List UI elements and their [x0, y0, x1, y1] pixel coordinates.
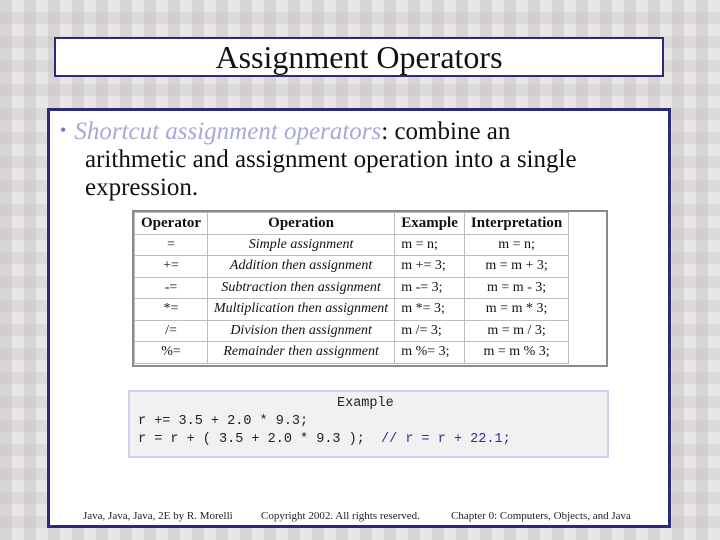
cell-operation: Addition then assignment — [207, 256, 394, 278]
cell-operation: Division then assignment — [207, 320, 394, 342]
cell-example: m %= 3; — [395, 342, 465, 364]
slide-content — [47, 108, 671, 528]
table-header-row — [135, 213, 569, 235]
header-operation: Operation — [207, 213, 394, 235]
cell-operation: Simple assignment — [207, 234, 394, 256]
bullet-dot-icon: • — [60, 120, 67, 140]
cell-operation: Multiplication then assignment — [207, 299, 394, 321]
table-row — [135, 256, 569, 278]
slide-title-text: Assignment Operators — [215, 38, 503, 75]
code-line-1: r += 3.5 + 2.0 * 9.3; — [138, 414, 309, 429]
code-line-2-comment: // r = r + 22.1; — [381, 432, 511, 447]
cell-interpretation: m = m + 3; — [464, 256, 568, 278]
table-row — [135, 234, 569, 256]
code-example-box — [128, 390, 609, 458]
cell-operator: = — [135, 234, 208, 256]
table-row — [135, 320, 569, 342]
cell-example: m -= 3; — [395, 277, 465, 299]
cell-operation: Subtraction then assignment — [207, 277, 394, 299]
cell-interpretation: m = n; — [464, 234, 568, 256]
header-example: Example — [395, 213, 465, 235]
cell-example: m = n; — [395, 234, 465, 256]
bullet-term: Shortcut assignment operators — [74, 118, 382, 145]
cell-operator: %= — [135, 342, 208, 364]
cell-operator: -= — [135, 277, 208, 299]
cell-example: m /= 3; — [395, 320, 465, 342]
code-line-2-code: r = r + ( 3.5 + 2.0 * 9.3 ); — [138, 432, 365, 447]
code-example-title: Example — [337, 396, 394, 411]
header-operator: Operator — [135, 213, 208, 235]
cell-example: m *= 3; — [395, 299, 465, 321]
header-interpretation: Interpretation — [464, 213, 568, 235]
table-row — [135, 342, 569, 364]
bullet-line1: : combine an — [381, 118, 511, 145]
cell-interpretation: m = m * 3; — [464, 299, 568, 321]
cell-interpretation: m = m % 3; — [464, 342, 568, 364]
bullet-line3: expression. — [85, 174, 199, 201]
footer-author: Java, Java, Java, 2E by R. Morelli — [83, 510, 233, 522]
slide-title — [54, 37, 664, 77]
cell-interpretation: m = m - 3; — [464, 277, 568, 299]
footer-copyright: Copyright 2002. All rights reserved. — [261, 510, 420, 522]
code-line-2 — [138, 431, 599, 449]
cell-interpretation: m = m / 3; — [464, 320, 568, 342]
cell-operator: *= — [135, 299, 208, 321]
operators-table — [134, 212, 569, 364]
table-row — [135, 277, 569, 299]
cell-operator: /= — [135, 320, 208, 342]
bullet-point — [60, 116, 660, 202]
bullet-line2: arithmetic and assignment operation into a single — [85, 146, 577, 173]
footer-chapter: Chapter 0: Computers, Objects, and Java — [451, 510, 631, 522]
cell-operator: += — [135, 256, 208, 278]
table-row — [135, 299, 569, 321]
cell-operation: Remainder then assignment — [207, 342, 394, 364]
cell-example: m += 3; — [395, 256, 465, 278]
